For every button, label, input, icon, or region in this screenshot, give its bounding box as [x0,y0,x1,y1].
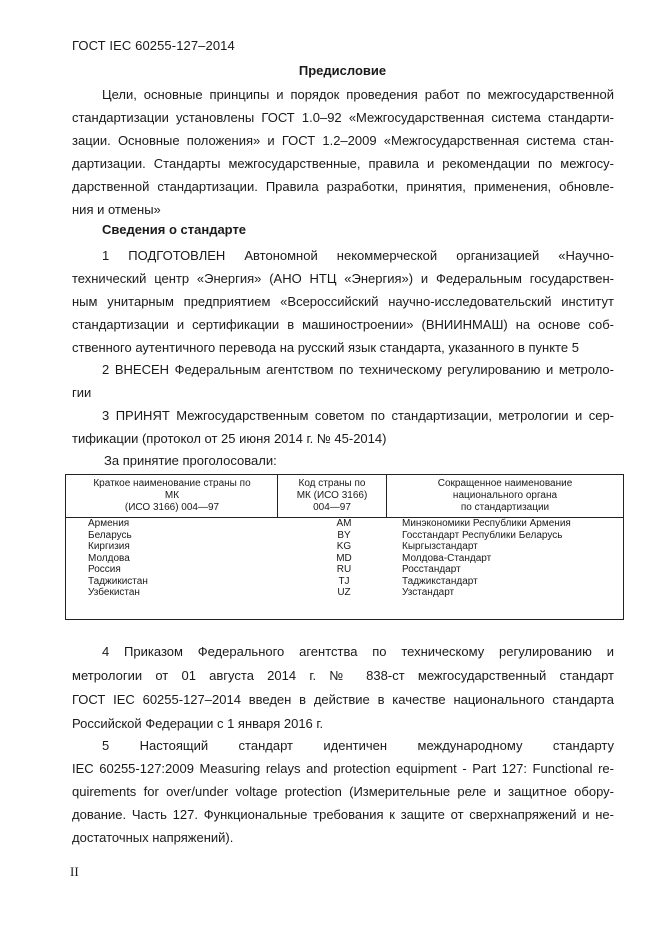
header-line: МК (ИСО 3166) [296,490,368,501]
table-row-body: Таджикстандарт [402,575,478,587]
item-4-line: Российской Федерации с 1 января 2016 г. [72,716,324,731]
header-line: Краткое наименование страны по [93,478,251,489]
item-4-paragraph [72,640,614,736]
vote-label: За принятие проголосовали: [104,453,277,468]
item-3-paragraph [72,404,614,450]
table-row-body: Молдова-Стандарт [402,552,492,564]
page-number: II [70,864,79,879]
table-row-body: Узстандарт [402,587,455,598]
page-title: Предисловие [298,63,387,78]
table-row-code: UZ [337,587,351,598]
table-row-body: Минэкономики Республики Армения [402,518,571,529]
document-header: ГОСТ IEC 60255-127–2014 [72,38,235,53]
table-row-body: Кыргызстандарт [402,541,478,552]
item-5-line: достаточных напряжений). [72,830,234,845]
item-5-line: 5 Настоящий стандарт идентичен международному стандарту [102,738,614,753]
item-5-paragraph [72,734,614,849]
item-1-line: ственного аутентичного перевода на русский язык стандарта, указанного в пункте 5 [72,340,579,355]
header-line: Сокращенное наименование [437,478,573,489]
item-3-line: 3 ПРИНЯТ Межгосударственным советом по стандартизации, метрологии и сер- [102,408,614,423]
header-line: Код страны по [298,478,366,489]
preface-line: стандартизации установлены ГОСТ 1.0–92 «Межгосударственная система стандарти- [72,110,614,125]
voting-table [65,474,624,620]
table-divider [277,475,278,517]
header-line: по стандартизации [460,502,550,513]
section-heading: Сведения о стандарте [102,222,247,237]
table-row-country: Россия [88,564,121,575]
item-3-line: тификации (протокол от 25 июня 2014 г. № 45-2014) [72,431,387,446]
header-line: (ИСО 3166) 004—97 [124,502,220,513]
preface-line: зации. Основные положения» и ГОСТ 1.2–2009 «Межгосударственная система стан- [72,133,614,148]
table-row-country: Беларусь [88,529,132,541]
item-1-line: 1 ПОДГОТОВЛЕН Автономной некоммерческой организацией «Научно- [102,248,614,263]
table-row-country: Армения [88,518,130,529]
table-row-country: Киргизия [88,541,130,552]
preface-line: дарственной стандартизации. Правила разработки, принятия, применения, обновле- [72,179,614,194]
table-row-code: BY [337,529,351,541]
table-column-country [88,518,148,599]
item-2-line: 2 ВНЕСЕН Федеральным агентством по техническому регулированию и метроло- [102,362,614,377]
table-row-code: MD [336,552,352,564]
table-header-code [280,478,384,514]
item-4-line: 4 Приказом Федерального агентства по техническому регулированию и [102,644,614,659]
table-row-country: Молдова [88,552,130,564]
table-row-body: Росстандарт [402,564,461,575]
item-4-line: ГОСТ IEC 60255-127–2014 введен в действие в качестве национального стандарта [72,692,614,707]
header-line: национального органа [452,490,558,501]
table-row-code: TJ [338,575,350,587]
header-line: МК [164,490,180,501]
item-5-line: IEC 60255-127:2009 Measuring relays and protection equipment - Part 127: Functional re- [72,761,614,776]
table-column-code [294,518,394,599]
table-row-country: Узбекистан [88,587,140,598]
table-row-code: RU [336,564,352,575]
item-2-paragraph [72,358,614,404]
item-1-line: ным унитарным предприятием «Всероссийский научно-исследовательский институт [72,294,614,309]
header-line: 004—97 [313,502,351,513]
preface-line: Цели, основные принципы и порядок проведения работ по межгосударственной [102,87,614,102]
preface-line: дартизации. Стандарты межгосударственные, правила и рекомендации по межгосу- [72,156,614,171]
item-1-line: стандартизации и сертификации в машиностроении» (ВНИИНМАШ) на основе соб- [72,317,614,332]
table-row-country: Таджикистан [88,575,148,587]
table-column-body [402,518,571,599]
table-row-code: AM [336,518,352,529]
preface-paragraph [72,83,614,221]
table-header-body [389,478,621,514]
item-5-line: quirements for over/under voltage protection (Измерительные реле и защитное обору- [72,784,614,799]
table-header-country [70,478,274,514]
preface-line: ния и отмены» [72,202,161,217]
table-row-body: Госстандарт Республики Беларусь [402,529,563,541]
item-5-line: дование. Часть 127. Функциональные требования к защите от сверхнапряжений и не- [72,807,614,822]
item-2-line: гии [72,385,92,400]
item-4-line: метрологии от 01 августа 2014 г. № 838-ст межгосударственный стандарт [72,668,614,683]
table-divider [386,475,387,517]
table-row-code: KG [336,541,352,552]
item-1-paragraph [72,244,614,359]
item-1-line: технический центр «Энергия» (АНО НТЦ «Энергия») и Федеральным государствен- [72,271,614,286]
